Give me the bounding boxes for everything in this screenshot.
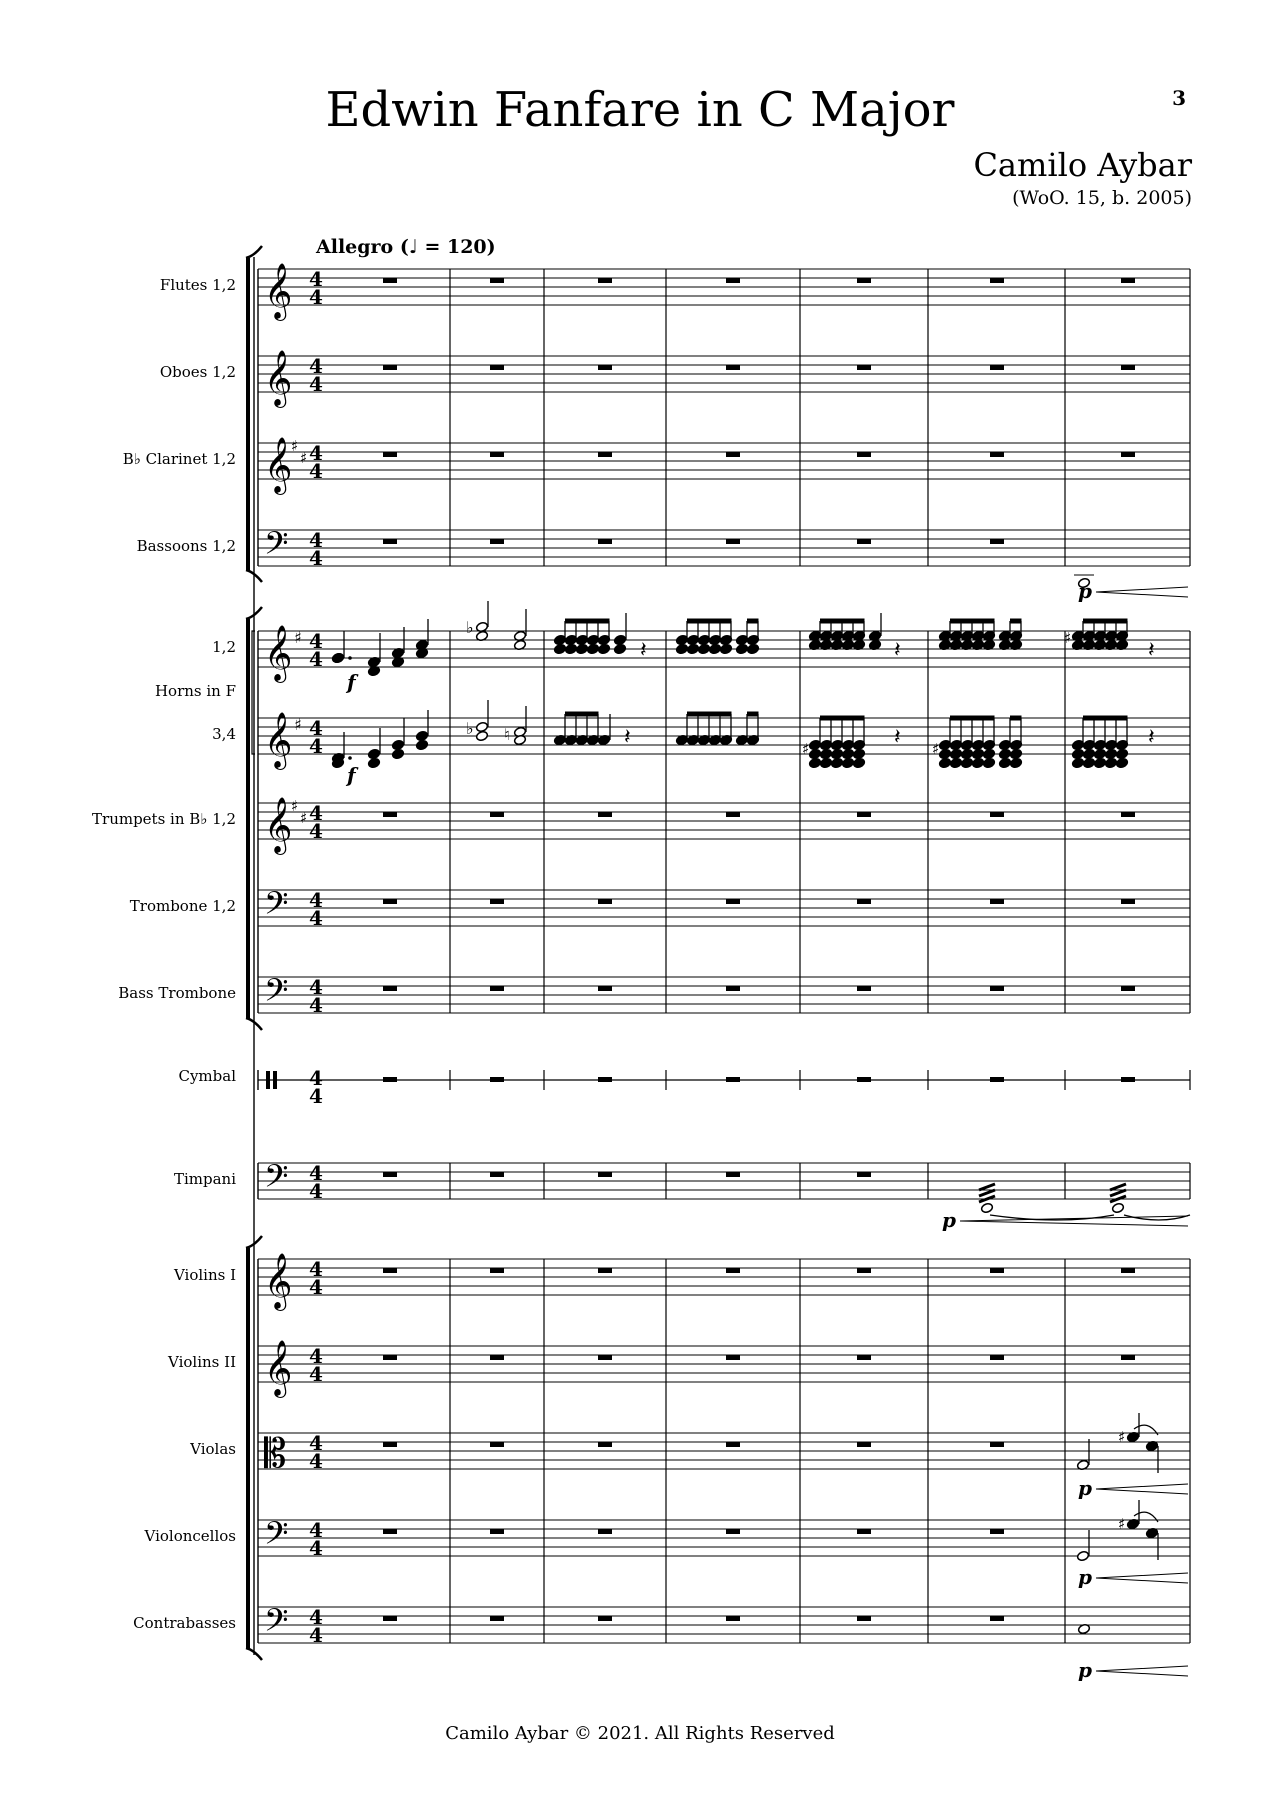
quarter-rest-icon: 𝄽 <box>894 725 901 750</box>
whole-rest <box>383 1172 397 1177</box>
dynamic-piano: p <box>1078 579 1092 603</box>
time-signature-top: 4 <box>309 1344 323 1368</box>
whole-rest <box>598 1616 612 1621</box>
note-head <box>971 757 984 768</box>
quarter-rest-icon: 𝄽 <box>640 638 647 663</box>
whole-rest <box>726 899 740 904</box>
instrument-label-violoncellos: Violoncellos <box>144 1527 236 1545</box>
whole-rest <box>383 1355 397 1360</box>
note-head <box>971 748 984 759</box>
note-head <box>613 643 626 654</box>
beam <box>950 619 995 624</box>
whole-rest <box>1121 365 1135 370</box>
whole-rest <box>1121 1355 1135 1360</box>
whole-rest <box>990 1077 1004 1082</box>
bass-clef-icon: 𝄢 <box>264 1158 289 1202</box>
copyright-footer: Camilo Aybar © 2021. All Rights Reserved <box>445 1723 835 1744</box>
note-head <box>686 643 699 654</box>
staff-btbn <box>258 977 1190 1013</box>
bass-clef-icon: 𝄢 <box>264 1515 289 1559</box>
time-signature-top: 4 <box>309 441 323 465</box>
note-head <box>1082 748 1095 759</box>
time-signature-bottom: 4 <box>309 734 323 758</box>
whole-rest <box>857 812 871 817</box>
whole-rest <box>490 452 504 457</box>
key-signature-sharp: ♯ <box>294 628 302 647</box>
note-head <box>960 757 973 768</box>
note-head <box>1115 748 1128 759</box>
natural-accidental: ♮ <box>504 725 510 744</box>
whole-rest <box>598 365 612 370</box>
instrument-label-trumpets: Trumpets in B♭ 1,2 <box>92 810 236 828</box>
time-signature-top: 4 <box>309 888 323 912</box>
beam <box>687 712 732 717</box>
whole-rest <box>383 812 397 817</box>
whole-rest <box>490 812 504 817</box>
whole-rest <box>1121 452 1135 457</box>
whole-rest <box>990 365 1004 370</box>
time-signature-top: 4 <box>309 629 323 653</box>
note-head <box>938 748 951 759</box>
whole-rest <box>857 365 871 370</box>
instrument-label-violins-2: Violins II <box>168 1353 236 1371</box>
note-head <box>808 748 821 759</box>
instrument-label-clarinet: B♭ Clarinet 1,2 <box>122 450 236 468</box>
note-head <box>998 748 1011 759</box>
whole-rest <box>490 1355 504 1360</box>
whole-rest <box>490 1268 504 1273</box>
note-head <box>553 643 566 654</box>
key-signature-sharp: ♯ <box>300 809 308 827</box>
whole-rest <box>490 539 504 544</box>
note-head <box>841 757 854 768</box>
flat-accidental: ♭ <box>466 618 474 637</box>
note-head <box>808 757 821 768</box>
bass-clef-icon: 𝄢 <box>264 972 289 1016</box>
dynamic-forte: f <box>347 763 356 787</box>
whole-rest <box>383 452 397 457</box>
whole-rest <box>726 278 740 283</box>
note-head <box>415 739 428 750</box>
crescendo-hairpin <box>1096 1573 1188 1583</box>
bass-clef-icon: 𝄢 <box>264 885 289 929</box>
beam <box>747 712 759 717</box>
whole-rest <box>383 1529 397 1534</box>
crescendo-hairpin <box>960 1216 1188 1226</box>
score-title: Edwin Fanfare in C Major <box>325 82 955 138</box>
whole-rest <box>383 1442 397 1447</box>
whole-rest <box>1121 1077 1135 1082</box>
note-head <box>597 643 610 654</box>
note-head <box>367 757 380 768</box>
whole-rest <box>598 1268 612 1273</box>
note-head <box>475 730 488 741</box>
whole-rest <box>383 899 397 904</box>
beam <box>565 712 599 717</box>
note-head <box>998 757 1011 768</box>
tremolo-stroke <box>1110 1184 1126 1190</box>
bass-clef-icon: 𝄢 <box>264 1602 289 1646</box>
note-head <box>613 634 626 645</box>
treble-clef-icon: 𝄞 <box>264 263 293 319</box>
time-signature-bottom: 4 <box>309 1536 323 1560</box>
sharp-accidental: ♯ <box>1064 629 1072 647</box>
whole-note <box>980 1202 993 1213</box>
tremolo-stroke <box>979 1190 995 1196</box>
note-head <box>1104 757 1117 768</box>
time-signature-bottom: 4 <box>309 993 323 1017</box>
note-head <box>949 757 962 768</box>
horn-part-label-3-4: 3,4 <box>212 725 236 743</box>
whole-rest <box>726 1616 740 1621</box>
dynamic-piano: p <box>1078 1476 1092 1500</box>
note-head <box>830 748 843 759</box>
time-signature-top: 4 <box>309 1066 323 1090</box>
time-signature-top: 4 <box>309 1518 323 1542</box>
sharp-accidental: ♯ <box>932 740 940 758</box>
whole-rest <box>598 1077 612 1082</box>
whole-rest <box>490 278 504 283</box>
note-head <box>575 643 588 654</box>
staff-timp <box>258 1163 1190 1199</box>
time-signature-bottom: 4 <box>309 819 323 843</box>
whole-rest <box>598 1442 612 1447</box>
dynamic-piano: p <box>1078 1565 1092 1589</box>
whole-rest <box>383 365 397 370</box>
whole-rest <box>726 1529 740 1534</box>
time-signature-top: 4 <box>309 1161 323 1185</box>
staff-tbn <box>258 890 1190 926</box>
key-signature-sharp: ♯ <box>294 715 302 734</box>
whole-rest <box>383 986 397 991</box>
flat-accidental: ♭ <box>466 719 474 738</box>
note-head <box>719 643 732 654</box>
note-head <box>415 730 428 741</box>
whole-rest <box>857 1529 871 1534</box>
dynamic-piano: p <box>942 1208 956 1232</box>
whole-rest <box>383 278 397 283</box>
key-signature-sharp: ♯ <box>291 437 299 455</box>
whole-rest <box>1121 986 1135 991</box>
time-signature-bottom: 4 <box>309 647 323 671</box>
whole-rest <box>490 1529 504 1534</box>
note-head <box>1071 757 1084 768</box>
beam <box>950 716 995 721</box>
whole-rest <box>598 539 612 544</box>
bracket-strings <box>246 1248 250 1648</box>
treble-clef-icon: 𝄞 <box>264 712 293 768</box>
whole-rest <box>990 1616 1004 1621</box>
staff-vn2 <box>258 1346 1190 1382</box>
key-signature-sharp: ♯ <box>300 449 308 467</box>
instrument-label-bassoons: Bassoons 1,2 <box>136 537 236 555</box>
treble-clef-icon: 𝄞 <box>264 1340 293 1396</box>
bracket-brass <box>246 619 250 1018</box>
whole-rest <box>490 365 504 370</box>
staff-clar <box>258 443 1190 479</box>
whole-rest <box>490 1077 504 1082</box>
whole-rest <box>726 812 740 817</box>
note-head <box>391 739 404 750</box>
whole-rest <box>990 1268 1004 1273</box>
quarter-rest-icon: 𝄽 <box>624 725 631 750</box>
note-head <box>852 757 865 768</box>
time-signature-bottom: 4 <box>309 546 323 570</box>
time-signature-bottom: 4 <box>309 1275 323 1299</box>
note-head <box>1082 757 1095 768</box>
note-head <box>475 721 488 732</box>
instrument-label-violins-1: Violins I <box>173 1266 236 1284</box>
instrument-label-oboes: Oboes 1,2 <box>159 363 236 381</box>
instrument-label-violas: Violas <box>190 1440 236 1458</box>
treble-clef-icon: 𝄞 <box>264 350 293 406</box>
whole-rest <box>490 1442 504 1447</box>
whole-rest <box>726 452 740 457</box>
instrument-label-horns: Horns in F <box>154 682 236 700</box>
whole-rest <box>726 1442 740 1447</box>
whole-rest <box>726 539 740 544</box>
tremolo-stroke <box>979 1184 995 1190</box>
instrument-label-contrabasses: Contrabasses <box>133 1614 236 1632</box>
percussion-clef-icon <box>266 1071 270 1089</box>
dot <box>348 756 352 760</box>
time-signature-bottom: 4 <box>309 1179 323 1203</box>
note-head <box>819 757 832 768</box>
bracket-woodwinds-top <box>246 246 262 258</box>
sharp-accidental: ♯ <box>1118 1515 1126 1533</box>
crescendo-hairpin <box>1096 1484 1188 1494</box>
time-signature-top: 4 <box>309 354 323 378</box>
opus-info: (WoO. 15, b. 2005) <box>1012 187 1192 209</box>
time-signature-top: 4 <box>309 1605 323 1629</box>
whole-rest <box>598 986 612 991</box>
note-head <box>1115 757 1128 768</box>
whole-rest <box>490 1172 504 1177</box>
whole-rest <box>598 452 612 457</box>
half-note <box>1076 1550 1089 1561</box>
quarter-note-icon: ♩ <box>408 236 418 258</box>
instrument-label-timpani: Timpani <box>173 1170 236 1188</box>
whole-rest <box>1121 899 1135 904</box>
note-head <box>1009 748 1022 759</box>
crescendo-hairpin <box>1096 1666 1188 1676</box>
whole-rest <box>990 986 1004 991</box>
whole-rest <box>990 539 1004 544</box>
tempo-word: Allegro <box>316 236 394 258</box>
alto-clef-icon: 𝄡 <box>264 1431 287 1477</box>
beam <box>820 619 865 624</box>
time-signature-top: 4 <box>309 267 323 291</box>
staff-flutes <box>258 269 1190 305</box>
crescendo-hairpin <box>1096 587 1188 597</box>
whole-rest <box>1121 1268 1135 1273</box>
note-head <box>830 757 843 768</box>
note-head <box>819 748 832 759</box>
note-head <box>938 757 951 768</box>
whole-rest <box>383 1616 397 1621</box>
note-head <box>1093 757 1106 768</box>
staff-vn1 <box>258 1259 1190 1295</box>
whole-rest <box>383 1077 397 1082</box>
whole-rest <box>857 1442 871 1447</box>
staff-bsn <box>258 530 1190 566</box>
dot <box>348 656 352 660</box>
note-head <box>331 652 344 663</box>
time-signature-top: 4 <box>309 716 323 740</box>
note-head <box>852 748 865 759</box>
whole-rest <box>726 1355 740 1360</box>
staff-cb <box>258 1607 1190 1643</box>
time-signature-bottom: 4 <box>309 1084 323 1108</box>
whole-rest <box>726 365 740 370</box>
whole-rest <box>490 986 504 991</box>
note-head <box>960 748 973 759</box>
time-signature-bottom: 4 <box>309 1449 323 1473</box>
whole-rest <box>726 1268 740 1273</box>
whole-rest <box>1121 812 1135 817</box>
note-head <box>841 748 854 759</box>
dynamic-piano: p <box>1078 1658 1092 1682</box>
key-signature-sharp: ♯ <box>291 797 299 815</box>
note-head <box>746 643 759 654</box>
bracket-woodwinds <box>246 258 250 570</box>
beam <box>747 619 759 624</box>
whole-rest <box>857 1616 871 1621</box>
note-head <box>564 643 577 654</box>
tempo-value: = 120 <box>424 236 487 258</box>
whole-rest <box>857 899 871 904</box>
whole-rest <box>726 1077 740 1082</box>
beam <box>565 619 610 624</box>
whole-rest <box>383 1268 397 1273</box>
whole-rest <box>598 278 612 283</box>
whole-rest <box>857 986 871 991</box>
beam <box>1083 716 1128 721</box>
quarter-rest-icon: 𝄽 <box>1148 638 1155 663</box>
time-signature-bottom: 4 <box>309 1623 323 1647</box>
time-signature-top: 4 <box>309 1431 323 1455</box>
beam <box>820 716 865 721</box>
whole-rest <box>383 539 397 544</box>
whole-rest <box>598 1529 612 1534</box>
quarter-rest-icon: 𝄽 <box>1148 725 1155 750</box>
tempo-marking: Allegro (♩ = 120) <box>316 236 496 258</box>
beam <box>1010 619 1022 624</box>
note-head <box>949 748 962 759</box>
whole-rest <box>490 899 504 904</box>
whole-rest <box>857 1172 871 1177</box>
composer-name: Camilo Aybar <box>973 146 1192 184</box>
note-head <box>586 643 599 654</box>
beam <box>1083 619 1128 624</box>
dynamic-forte: f <box>347 670 356 694</box>
whole-rest <box>598 1355 612 1360</box>
time-signature-top: 4 <box>309 975 323 999</box>
treble-clef-icon: 𝄞 <box>264 625 293 681</box>
whole-rest <box>857 539 871 544</box>
whole-rest <box>990 1442 1004 1447</box>
beam <box>1010 716 1022 721</box>
time-signature-bottom: 4 <box>309 1362 323 1386</box>
percussion-clef-icon <box>273 1071 277 1089</box>
staff-vla <box>258 1433 1190 1469</box>
whole-rest <box>857 278 871 283</box>
sharp-accidental: ♯ <box>1118 1428 1126 1446</box>
whole-rest <box>990 452 1004 457</box>
treble-clef-icon: 𝄞 <box>264 1253 293 1309</box>
quarter-rest-icon: 𝄽 <box>894 638 901 663</box>
whole-rest <box>598 899 612 904</box>
page-number: 3 <box>1172 86 1186 110</box>
time-signature-top: 4 <box>309 528 323 552</box>
bass-clef-icon: 𝄢 <box>264 525 289 569</box>
whole-rest <box>857 452 871 457</box>
whole-note <box>1111 1202 1124 1213</box>
note-head <box>675 643 688 654</box>
note-head <box>735 643 748 654</box>
time-signature-top: 4 <box>309 1257 323 1281</box>
whole-rest <box>857 1355 871 1360</box>
time-signature-bottom: 4 <box>309 285 323 309</box>
note-head <box>708 643 721 654</box>
horn-part-label-1-2: 1,2 <box>212 638 236 656</box>
note-head <box>982 748 995 759</box>
note-head <box>391 748 404 759</box>
treble-clef-icon: 𝄞 <box>264 437 293 493</box>
instrument-label-flutes: Flutes 1,2 <box>159 276 236 294</box>
instrument-label-cymbal: Cymbal <box>178 1067 236 1085</box>
whole-rest <box>598 812 612 817</box>
whole-rest <box>990 1529 1004 1534</box>
note-head <box>697 643 710 654</box>
time-signature-top: 4 <box>309 801 323 825</box>
note-head <box>982 757 995 768</box>
time-signature-bottom: 4 <box>309 372 323 396</box>
tremolo-stroke <box>1110 1190 1126 1196</box>
whole-rest <box>857 1077 871 1082</box>
sharp-accidental: ♯ <box>802 740 810 758</box>
whole-rest <box>857 1268 871 1273</box>
whole-rest <box>990 1355 1004 1360</box>
instrument-label-bass-trombone: Bass Trombone <box>118 984 236 1002</box>
note-head <box>1093 748 1106 759</box>
staff-oboes <box>258 356 1190 392</box>
instrument-label-trombone: Trombone 1,2 <box>129 897 236 915</box>
note-head <box>1009 757 1022 768</box>
staff-vc <box>258 1520 1190 1556</box>
whole-rest <box>990 899 1004 904</box>
time-signature-bottom: 4 <box>309 459 323 483</box>
whole-rest <box>990 278 1004 283</box>
whole-rest <box>1121 278 1135 283</box>
whole-rest <box>990 812 1004 817</box>
whole-rest <box>490 1616 504 1621</box>
time-signature-bottom: 4 <box>309 906 323 930</box>
beam <box>687 619 732 624</box>
treble-clef-icon: 𝄞 <box>264 797 293 853</box>
note-head <box>367 748 380 759</box>
note-head <box>1104 748 1117 759</box>
whole-rest <box>726 1172 740 1177</box>
whole-rest <box>726 986 740 991</box>
note-head <box>1071 748 1084 759</box>
staff-tpt <box>258 803 1190 839</box>
whole-rest <box>598 1172 612 1177</box>
